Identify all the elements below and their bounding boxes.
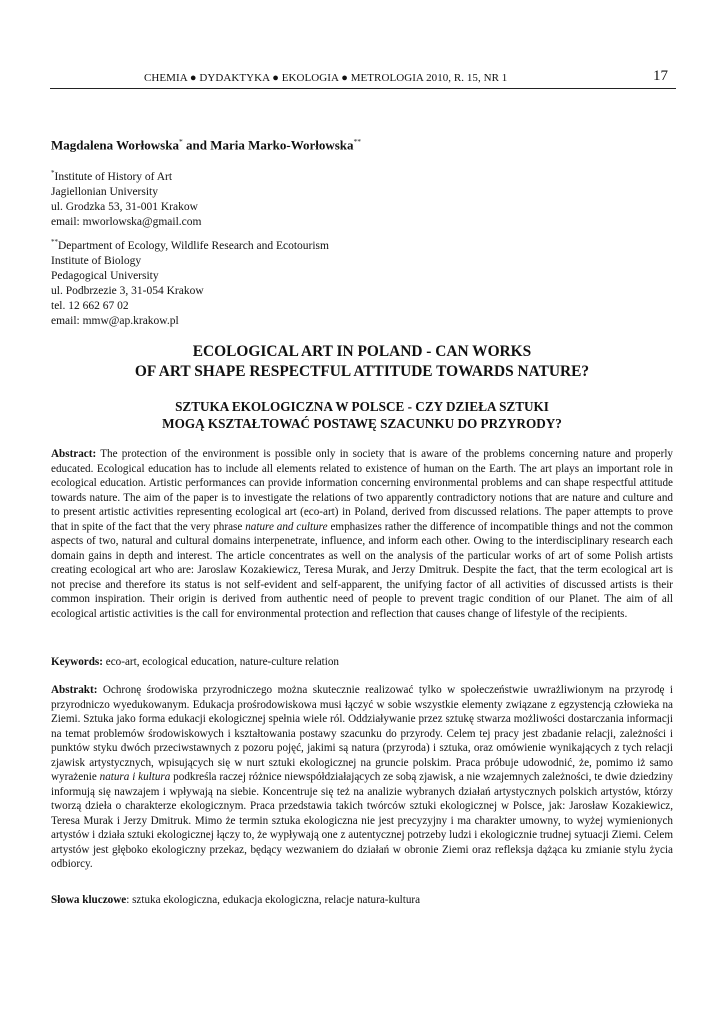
affiliation-block [51, 170, 201, 230]
affiliation-mark: ** [51, 238, 58, 247]
affiliation-mark: * [51, 169, 55, 178]
abstract-english [51, 447, 673, 621]
affiliation-line: *Institute of History of Art [51, 169, 173, 183]
title-line: ECOLOGICAL ART IN POLAND - CAN WORKS [192, 343, 532, 360]
running-header [50, 68, 676, 89]
title-line: OF ART SHAPE RESPECTFUL ATTITUDE TOWARDS NATURE? [134, 363, 590, 380]
title-line: MOGĄ KSZTAŁTOWAĆ POSTAWĘ SZACUNKU DO PRZYRODY? [162, 416, 562, 431]
keywords-label: Keywords: [51, 656, 103, 668]
article-title [51, 342, 673, 382]
affiliation-line: Pedagogical University [51, 270, 159, 282]
abstract-emphasis: natura i kultura [99, 771, 171, 783]
affiliation-line: Institute of Biology [51, 255, 142, 267]
keywords-text: eco-art, ecological education, nature-culture relation [102, 656, 339, 668]
affiliation-line: Jagiellonian University [51, 186, 158, 198]
keywords-english [51, 655, 673, 670]
affiliation-mark: ** [353, 137, 362, 146]
abstract-text: podkreśla raczej różnice niewspółdziałających ze sobą zjawisk, a nie wzajemnych zależności, te dwie dziedziny informują się nawzajem i wpływają na siebie. Koncentruje się też na analizie wybranych działań artystycznych polskich artystów, którzy tworzą dzieła o charakterze ekologicznym. Praca przedstawia takich twórców sztuki ekologicznej w Polsce, jak: Jarosław Kozakiewicz, Teresa Murak i Jerzy Dmitruk. Mimo że termin sztuka ekologiczna nie jest precyzyjny i ma charakter umowny, to wyżej wymienionych artystów i działa sztuki ekologicznej łączy to, że wypływają one z autentycznej potrzeby ludzi i ekologicznie trudnej sytuacji Ziemi. Celem artystów jest głęboko ekologiczny przekaz, będący wezwaniem do działań w obronie Ziemi oraz refleksja dążąca ku zmianie stylu życia odbiorcy. [51, 771, 673, 870]
affiliation-phone: tel. 12 662 67 02 [51, 300, 129, 312]
author-name: Magdalena Worłowska [51, 137, 179, 153]
abstract-text: Ochronę środowiska przyrodniczego można skutecznie realizować tylko w społeczeństwie uwrażliwionym na przyrodę i przyrodniczo wyedukowanym. Edukacja prośrodowiskowa musi łączyć w sobie wszystkie elementy związane z egzystencją człowieka na Ziemi. Sztuka jako forma edukacji ekologicznej spełnia wiele ról. Oddziaływanie przez sztukę stwarza możliwości dostarczania informacji na temat problemów środowiskowych i kształtowania postawy szacunku do przyrody. Celem tej pracy jest zbadanie relacji, zależności i punktów styku dwóch przeciwstawnych z pozoru pojęć, jakimi są natura (przyroda) i sztuka, oraz omówienie wynikających z tych relacji zjawisk artystycznych, wpisujących się w nurt sztuki ekologicznej na gruncie polskim. Praca próbuje udowodnić, że, pomimo iż samo wyrażenie [51, 684, 673, 783]
journal-title: CHEMIA ● DYDAKTYKA ● EKOLOGIA ● METROLOGIA 2010, R. 15, NR 1 [144, 72, 508, 84]
affiliation-email: email: mmw@ap.krakow.pl [51, 315, 179, 327]
keywords-text: : sztuka ekologiczna, edukacja ekologiczna, relacje natura-kultura [126, 894, 421, 906]
abstract-polish [51, 683, 673, 872]
affiliation-line: **Department of Ecology, Wildlife Research and Ecotourism [51, 238, 329, 252]
keywords-polish [51, 893, 673, 908]
abstract-label: Abstrakt: [51, 684, 98, 696]
affiliation-email: email: mworlowska@gmail.com [51, 216, 202, 228]
affiliation-block [51, 239, 329, 329]
abstract-text: emphasizes rather the difference of incompatible things and not the common aspects of two, natural and cultural domains interpenetrate, influence, and inform each other. Owing to the interdisciplinary research each domain gains in depth and interest. The article concentrates as well on the analysis of the particular works of art of some Polish artists creating ecological art who are: Jaroslaw Kozakiewicz, Teresa Murak, and Jerzy Dmitruk. Despite the fact, that the term ecological art is not precise and therefore its status is not self-evident and self-apparent, the unifying factor of all activities of discussed artists is their common inspiration. Their origin is derived from authentic need of people to prevent tragic condition of our Planet. The aim of all ecological artistic activities is the call for environmental protection and reflection that causes change of lifestyle of the recipients. [51, 520, 673, 620]
abstract-emphasis: nature and culture [245, 520, 328, 533]
article-title-polish [51, 398, 673, 432]
author-line [51, 137, 361, 153]
affiliation-line: ul. Grodzka 53, 31-001 Krakow [51, 201, 198, 213]
keywords-label: Słowa kluczowe [51, 894, 127, 906]
author-conjunction: and [182, 137, 211, 153]
affiliation-line: ul. Podbrzezie 3, 31-054 Krakow [51, 285, 204, 297]
page-number: 17 [653, 68, 668, 84]
author-name: Maria Marko-Worłowska [210, 137, 354, 153]
affiliation-mark: * [178, 137, 183, 146]
title-line: SZTUKA EKOLOGICZNA W POLSCE - CZY DZIEŁA SZTUKI [175, 399, 549, 414]
abstract-text: The protection of the environment is possible only in society that is aware of the problems concerning nature and properly educated. Ecological education has to include all elements related to existence of human on the Earth. The art plays an important role in ecological education. Artistic performances can provide information concerning environmental problems and can shape respectful attitude towards nature. The aim of the paper is to investigate the relations of two apparently contradictory notions that are nature and culture and to present artistic activities representing ecological art (eco-art) in Poland, derived from discussed relations. The paper attempts to prove that in spite of the fact that the very phrase [51, 448, 673, 533]
abstract-label: Abstract: [51, 448, 97, 460]
